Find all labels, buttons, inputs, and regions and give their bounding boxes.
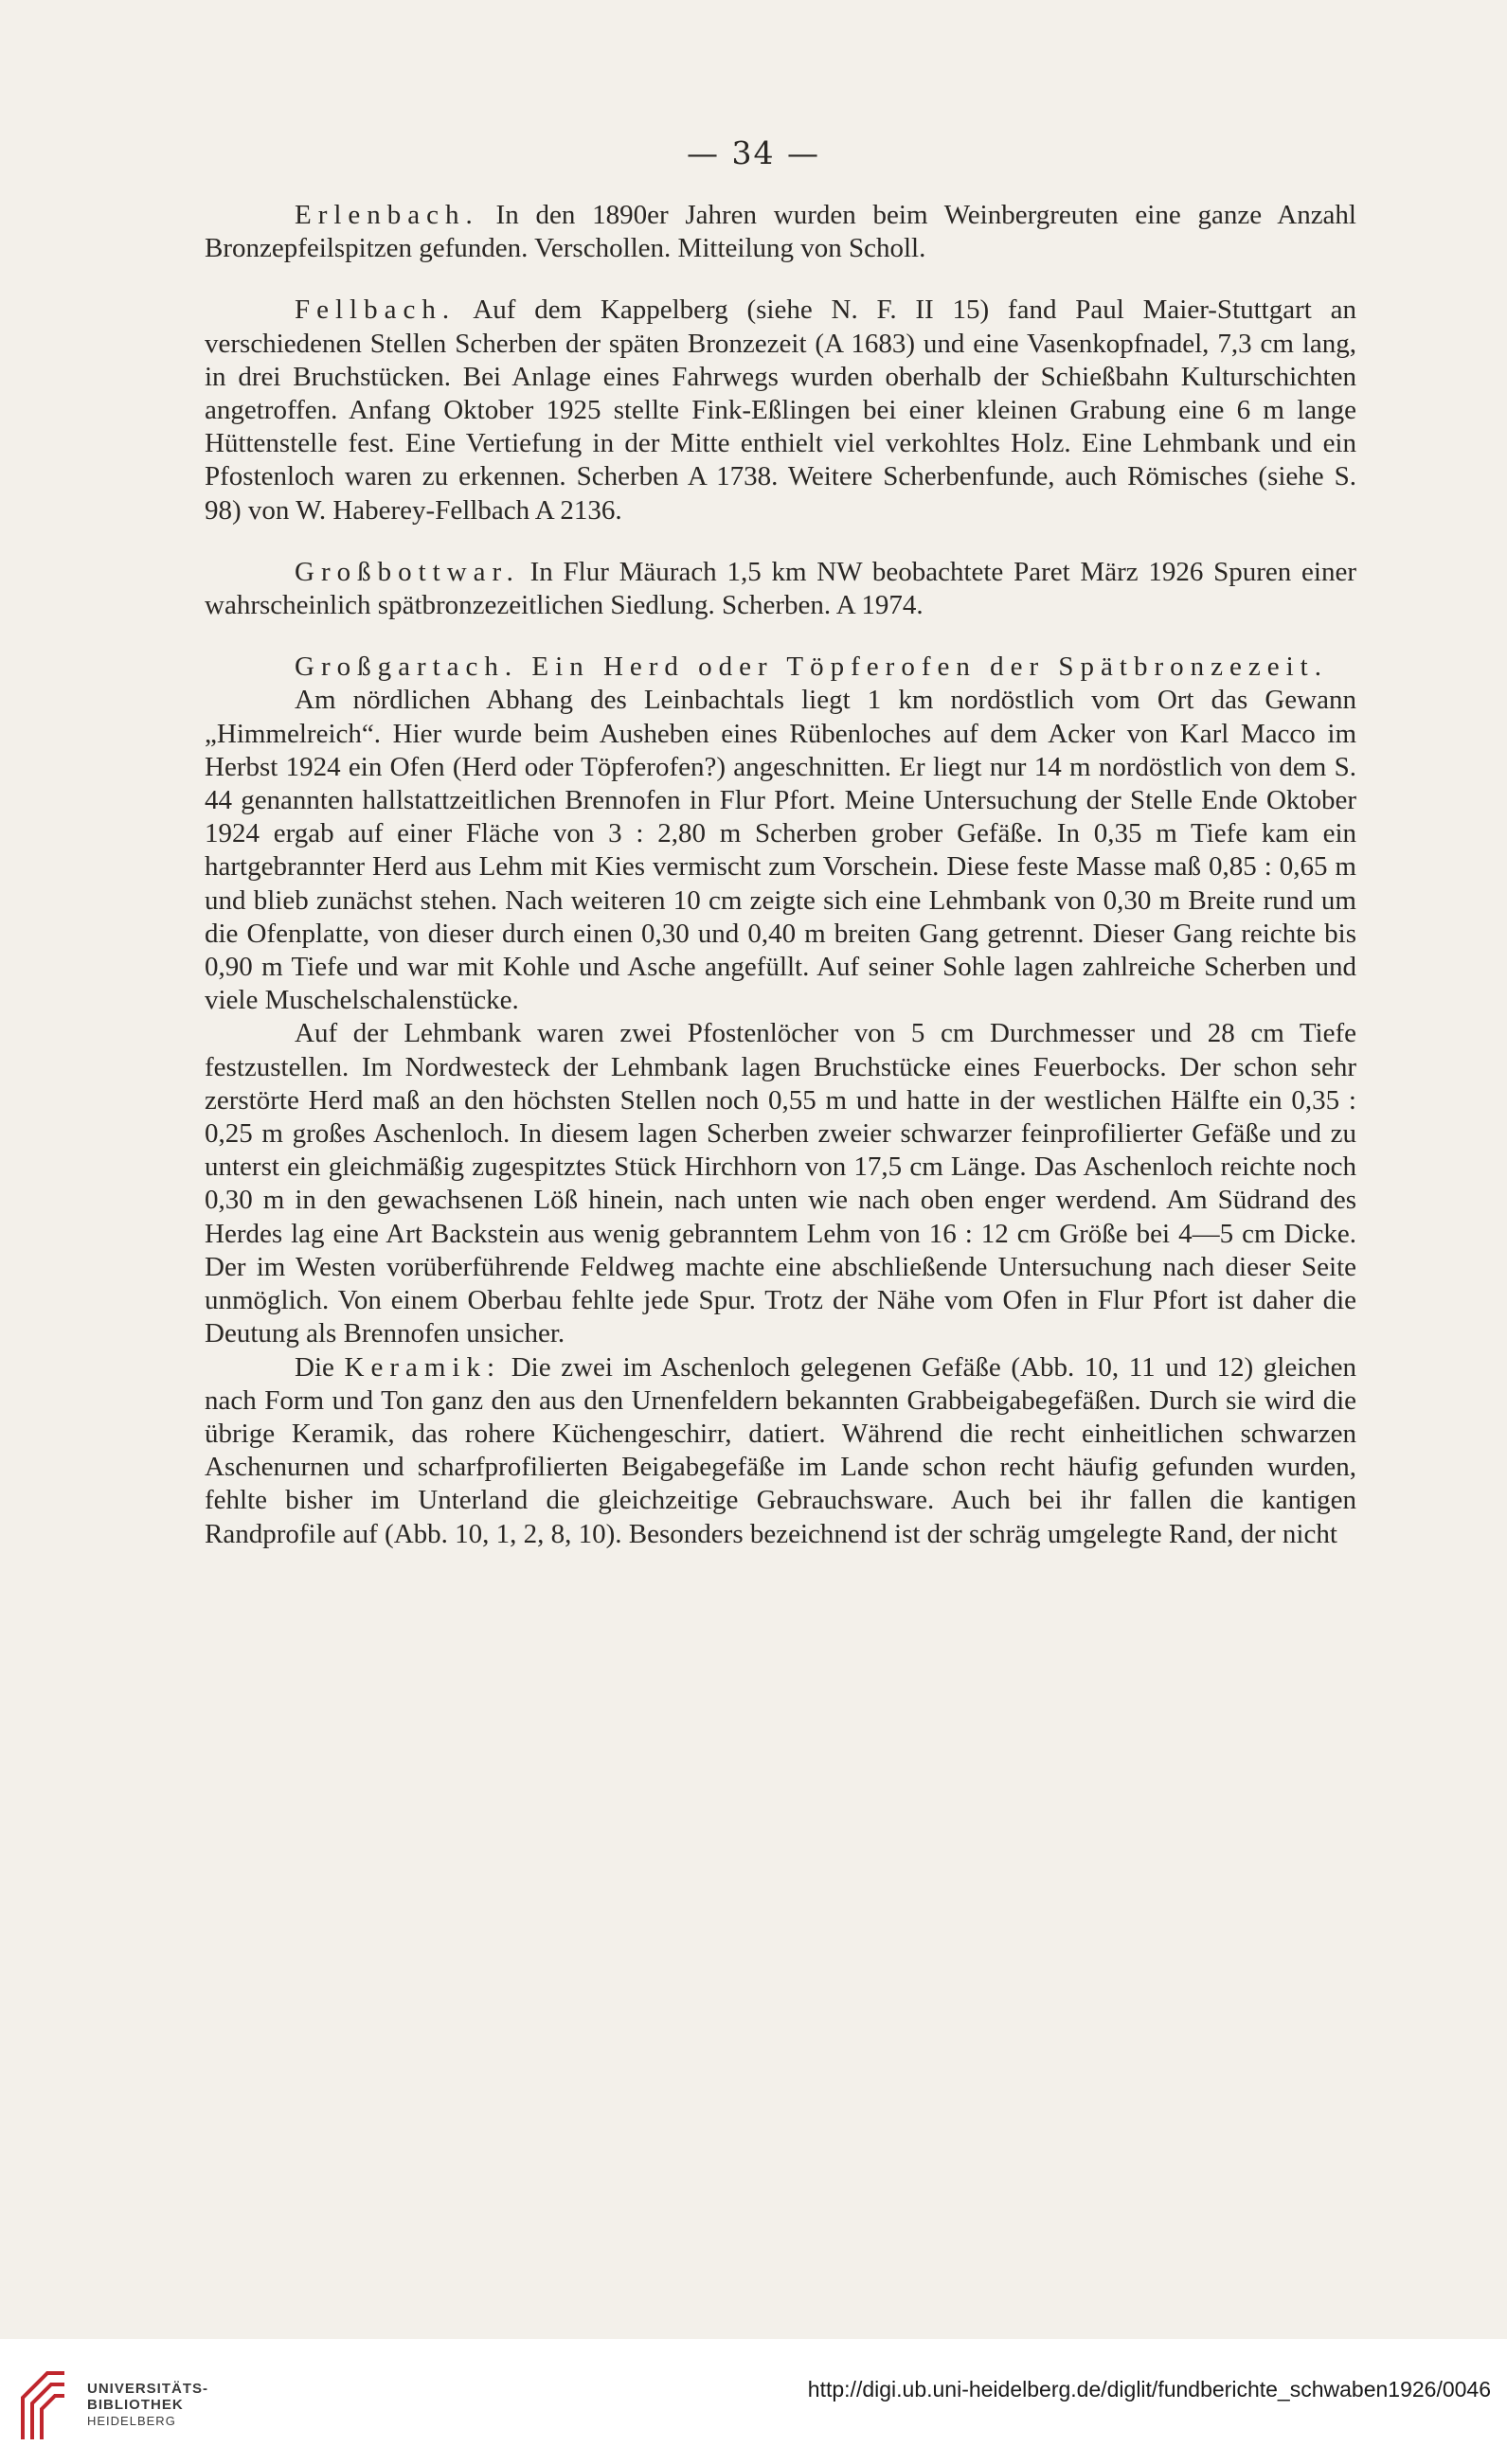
footer-bar (0, 2339, 1507, 2464)
keramik-heading: Keramik: (344, 1351, 502, 1383)
place-heading-grossgartach: Großgartach. Ein Herd oder Töpferofen der Spätbronzezeit. (295, 652, 1328, 683)
library-name-line: BIBLIOTHEK (87, 2397, 184, 2413)
ub-heidelberg-logo-icon (19, 2360, 68, 2443)
article-body (205, 199, 1356, 1580)
paragraph-text: Auf dem Kappelberg (siehe N. F. II 15) fand Paul Maier-Stuttgart an verschiedenen Stellen Scherben der späten Bronzezeit (A 1683) und eine Vasenkopfnadel, 7,3 cm lang, in drei Bruchstücken. Bei Anlage eines Fahrwegs wurden oberhalb der Schießbahn Kulturschichten angetroffen. Anfang Oktober 1925 stellte Fink-Eßlingen bei einer kleinen Grabung eine 6 m lange Hüttenstelle fest. Eine Vertiefung in der Mitte enthielt viel verkohltes Holz. Eine Lehmbank und ein Pfostenloch waren zu erkennen. Scherben A 1738. Weitere Scherbenfunde, auch Römisches (siehe S. 98) von W. Haberey-Fellbach A 2136. (205, 295, 1356, 526)
source-url[interactable]: http://digi.ub.uni-heidelberg.de/diglit/fundberichte_schwaben1926/0046 (807, 2377, 1491, 2402)
section-heading-grossgartach (205, 651, 1356, 684)
place-heading-fellbach: Fellbach. (295, 295, 457, 326)
paragraph-grossgartach-2 (205, 1017, 1356, 1350)
paragraph-text: In Flur Mäurach 1,5 km NW beobachtete Paret März 1926 Spuren einer wahrscheinlich spätbronzezeitlichen Siedlung. Scherben. A 1974. (205, 556, 1356, 621)
paragraph-text: In den 1890er Jahren wurden beim Weinbergreuten eine ganze Anzahl Bronzepfeilspitzen gefunden. Verschollen. Mitteilung von Scholl. (205, 200, 1356, 264)
paragraph-keramik (205, 1351, 1356, 1551)
place-heading-erlenbach: Erlenbach. (295, 200, 479, 230)
library-name-line: UNIVERSITÄTS- (87, 2381, 209, 2397)
paragraph-prefix: Die (295, 1351, 345, 1383)
paragraph-text: Auf der Lehmbank waren zwei Pfostenlöcher von 5 cm Durchmesser und 28 cm Tiefe festzustellen. Im Nordwesteck der Lehmbank lagen Bruchstücke eines Feuerbocks. Der schon sehr zerstörte Herd maß an den höchsten Stellen noch 0,55 m und hatte in der westlichen Hälfte ein 0,35 : 0,25 m großes Aschenloch. In diesem lagen Scherben zweier schwarzer feinprofilierter Gefäße und zu unterst ein gleichmäßig zugespitztes Stück Hirchhorn von 17,5 cm Länge. Das Aschenloch reichte noch 0,30 m in den gewachsenen Löß hinein, nach unten wie nach oben enger werdend. Am Südrand des Herdes lag eine Art Backstein aus wenig gebranntem Lehm von 16 : 12 cm Größe bei 4—5 cm Dicke. Der im Westen vorüberführende Feldweg machte eine abschließende Untersuchung nach dieser Seite unmöglich. Von einem Oberbau fehlte jede Spur. Trotz der Nähe vom Ofen in Flur Pfort ist daher die Deutung als Brennofen unsicher. (205, 1018, 1356, 1349)
paragraph-grossbottwar (205, 556, 1356, 622)
paragraph-text: Die zwei im Aschenloch gelegenen Gefäße (Abb. 10, 11 und 12) gleichen nach Form und Ton ganz den aus den Urnenfeldern bekannten Grabbeigabegefäßen. Durch sie wird die übrige Keramik, das rohere Küchengeschirr, datiert. Während die recht einheitlichen schwarzen Aschenurnen und scharfprofilierten Beigabegefäße im Lande schon recht häufig gefunden wurden, fehlte bisher im Unterland die gleichzeitige Gebrauchsware. Auch bei ihr fallen die kantigen Randprofile auf (Abb. 10, 1, 2, 8, 10). Besonders bezeichnend ist der schräg umgelegte Rand, der nicht (205, 1351, 1357, 1549)
library-name-line: HEIDELBERG (87, 2414, 176, 2428)
paragraph-text: Am nördlichen Abhang des Leinbachtals liegt 1 km nordöstlich vom Ort das Gewann „Himmelreich“. Hier wurde beim Ausheben eines Rübenloches auf dem Acker von Karl Macco im Herbst 1924 ein Ofen (Herd oder Töpferofen?) angeschnitten. Er liegt nur 14 m nordöstlich von dem S. 44 genannten hallstattzeitlichen Brennofen in Flur Pfort. Meine Untersuchung der Stelle Ende Oktober 1924 ergab auf einer Fläche von 3 : 2,80 m Scherben grober Gefäße. In 0,35 m Tiefe kam ein hartgebrannter Herd aus Lehm mit Kies vermischt zum Vorschein. Diese feste Masse maß 0,85 : 0,65 m und blieb zunächst stehen. Nach weiteren 10 cm zeigte sich eine Lehmbank von 0,30 m Breite rund um die Ofenplatte, von dieser durch einen 0,30 und 0,40 m breiten Gang getrennt. Dieser Gang reichte bis 0,90 m Tiefe und war mit Kohle und Asche angefüllt. Auf seiner Sohle lagen zahlreiche Scherben und viele Muschelschalenstücke. (205, 685, 1356, 1016)
library-name (87, 2381, 208, 2429)
paragraph-grossgartach-1 (205, 684, 1356, 1017)
page-number: — 34 — (687, 134, 820, 171)
paragraph-erlenbach (205, 199, 1356, 265)
paragraph-fellbach (205, 294, 1356, 527)
place-heading-grossbottwar: Großbottwar. (295, 556, 520, 587)
